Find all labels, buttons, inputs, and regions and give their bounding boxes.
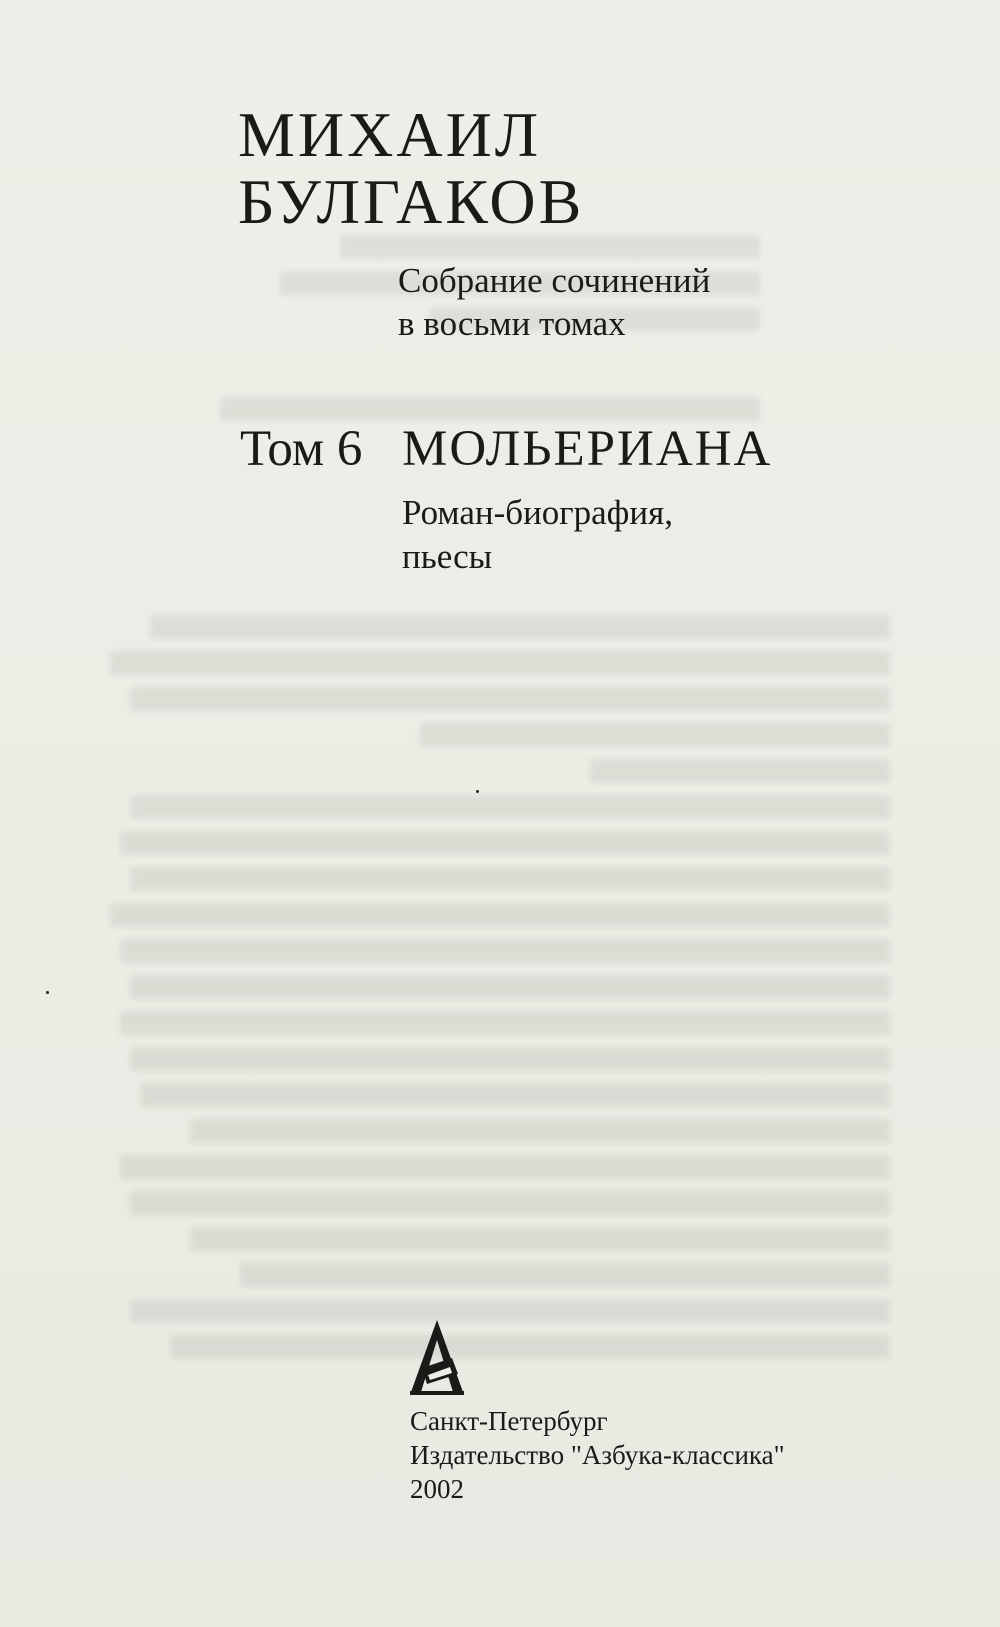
volume-genre-line1: Роман-биография, (402, 493, 673, 532)
volume-title: МОЛЬЕРИАНА (402, 421, 773, 477)
collection-title-line2: в восьми томах (398, 304, 626, 343)
speck-dot (476, 790, 479, 793)
imprint-city: Санкт-Петербург (410, 1406, 608, 1436)
imprint-publisher: Издательство "Азбука-классика" (410, 1440, 785, 1470)
publisher-logo-icon (408, 1318, 466, 1396)
show-through-text-body (100, 615, 890, 1371)
collection-title-line1: Собрание сочинений (398, 261, 711, 300)
imprint-year: 2002 (410, 1474, 464, 1504)
author-last-name: БУЛГАКОВ (238, 166, 585, 237)
volume-label: Том 6 (240, 421, 363, 477)
author-first-name: МИХАИЛ (238, 99, 542, 170)
volume-genre-line2: пьесы (402, 537, 493, 576)
speck-dot (46, 991, 49, 994)
